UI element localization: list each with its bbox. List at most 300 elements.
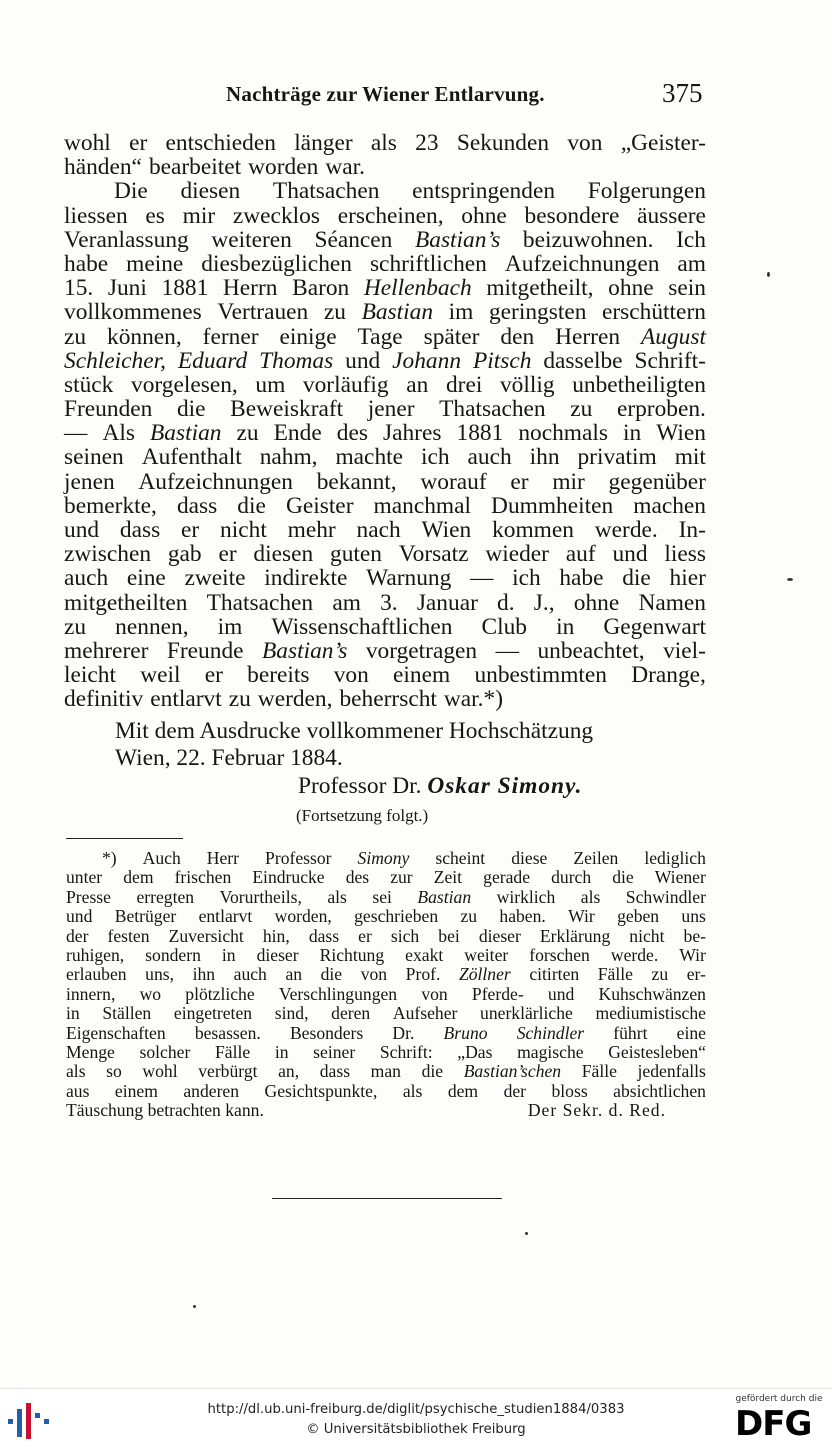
end-rule	[272, 1198, 502, 1199]
word: werde.	[594, 517, 658, 543]
word: schriftlichen	[369, 250, 487, 277]
word: jener	[367, 396, 415, 423]
word: dieser	[256, 944, 299, 965]
word: zur	[390, 867, 413, 888]
word: —	[64, 420, 88, 447]
word: sei	[372, 886, 392, 907]
word: die	[612, 867, 634, 888]
word: habe	[559, 565, 604, 592]
word: entschieden	[165, 130, 276, 156]
word: 15.	[64, 275, 94, 302]
word: seinen	[64, 444, 124, 471]
word: zu	[236, 420, 259, 447]
text-line	[64, 542, 706, 566]
word: zu	[323, 299, 346, 326]
word: 23	[415, 130, 439, 156]
funder-block[interactable]	[733, 1394, 825, 1444]
word: erlauben	[66, 964, 127, 985]
word: geben	[617, 906, 660, 927]
footnote-line	[66, 1082, 706, 1101]
footnote-line	[66, 907, 706, 926]
word: vorläufig	[302, 371, 389, 398]
word: bekannt,	[316, 468, 397, 495]
word: entspringenden	[412, 178, 556, 205]
word: er	[204, 662, 223, 689]
word: an	[406, 371, 429, 398]
word: wohl	[142, 1061, 178, 1082]
word: ferner	[202, 323, 259, 350]
continuation-note: (Fortsetzung folgt.)	[296, 806, 429, 825]
word: jenen	[64, 468, 115, 495]
word: bei	[438, 925, 460, 946]
text-line	[64, 591, 706, 615]
word: Thatsachen	[206, 589, 314, 616]
word: Veranlassung	[64, 226, 189, 253]
word: habe	[64, 250, 109, 277]
viewer-footer	[0, 1388, 832, 1447]
word: Aufseher	[392, 1003, 458, 1024]
text-line	[64, 566, 706, 590]
word: mit	[674, 444, 706, 471]
word: anderen	[183, 1080, 240, 1101]
word: ohne	[608, 275, 654, 302]
footnote-line	[66, 1004, 706, 1023]
word: Richtung	[319, 944, 385, 965]
word: Ende	[273, 420, 322, 447]
word: zwecklos	[232, 202, 320, 229]
word: Vertrauen	[217, 299, 309, 326]
word: von	[360, 964, 388, 985]
word: sind,	[274, 1003, 309, 1024]
word: solcher	[139, 1041, 191, 1062]
word: Namen	[638, 589, 706, 616]
word: später	[423, 323, 480, 350]
word: Vorurtheils,	[219, 886, 302, 907]
word: August	[640, 323, 706, 350]
word: und	[547, 983, 575, 1004]
text-line	[64, 131, 706, 155]
word: es	[145, 202, 165, 229]
footnote	[66, 849, 706, 1120]
word: Schleicher,	[64, 347, 166, 374]
word: hier	[669, 565, 706, 592]
word: seiner	[313, 1041, 356, 1062]
word: Bastian	[417, 886, 472, 907]
word: werde.	[610, 944, 659, 965]
word: als	[370, 130, 397, 156]
word: bearbeitet	[148, 154, 242, 181]
word: Fälle	[597, 964, 633, 985]
word: diesen	[180, 178, 241, 205]
word: Dr.	[392, 1022, 415, 1043]
word: in	[66, 1003, 80, 1024]
word: eine	[676, 1022, 706, 1043]
word: von	[567, 130, 603, 156]
word: und	[612, 541, 648, 568]
word: entlarvt	[150, 686, 222, 713]
word: lediglich	[644, 848, 706, 868]
word: guten	[330, 541, 382, 568]
word: In-	[678, 517, 706, 543]
word: um	[255, 371, 286, 398]
signature	[298, 773, 582, 800]
body-paragraphs	[64, 131, 706, 712]
word: können,	[107, 323, 182, 350]
word: man	[370, 1061, 401, 1082]
word: be-	[683, 925, 706, 946]
word: definitiv	[64, 686, 144, 713]
word: nach	[356, 517, 401, 543]
text-line	[64, 639, 706, 663]
word: leicht	[64, 662, 116, 689]
word: plötzliche	[185, 983, 255, 1004]
word: Erklärung	[539, 925, 611, 946]
word: Simony	[357, 848, 410, 868]
footnote-closing-text: Täuschung betrachten kann.	[66, 1100, 264, 1121]
word: zwischen	[64, 541, 152, 568]
word: J.,	[533, 589, 555, 616]
word: Vorsatz	[398, 541, 469, 568]
word: Geistesleben“	[608, 1041, 706, 1062]
word: Aufzeichnungen	[504, 250, 660, 277]
word: ich	[512, 565, 541, 592]
word: und	[345, 347, 381, 374]
word: Hellenbach	[363, 275, 472, 302]
word: dass	[119, 517, 161, 543]
word: zu	[64, 613, 87, 640]
word: die	[421, 1061, 444, 1082]
footnote-line	[66, 868, 706, 887]
permalink-url[interactable]: http://dl.ub.uni-freiburg.de/diglit/psychische_studien1884/0383	[207, 1402, 625, 1417]
word: als	[580, 886, 601, 907]
word: Pferde-	[471, 983, 524, 1004]
word: innern,	[66, 983, 116, 1004]
word: Schrift:	[379, 1041, 433, 1062]
word: worauf	[420, 468, 487, 495]
word: beizuwohnen.	[522, 226, 654, 253]
word: er	[181, 517, 200, 543]
word: Fälle	[214, 1041, 251, 1062]
word: diese	[511, 848, 548, 868]
word: geringsten	[488, 299, 587, 326]
footnote-line	[66, 1024, 706, 1043]
word: liess	[664, 541, 706, 568]
word: Sekunden	[456, 130, 550, 156]
word: erregten	[136, 886, 195, 907]
word: forschen	[529, 944, 590, 965]
scan-speck	[525, 1232, 528, 1235]
word: Kuhschwänzen	[598, 983, 706, 1004]
word: Ställen	[102, 1003, 152, 1024]
text-line	[64, 373, 706, 397]
word: eine	[126, 565, 166, 592]
word: und	[64, 517, 100, 543]
word: weiteren	[211, 226, 292, 253]
word: von	[421, 983, 448, 1004]
signature-prefix: Professor Dr.	[298, 773, 422, 799]
word: weiter	[464, 944, 509, 965]
word: geschrieben	[354, 906, 439, 927]
word: 1881	[456, 420, 504, 447]
word: Wir	[679, 944, 706, 965]
word: im	[217, 613, 243, 640]
word: frischen	[174, 867, 232, 888]
word: Freunde	[166, 637, 244, 664]
word: Prof.	[405, 964, 441, 985]
word: Thatsachen	[272, 178, 380, 205]
word: absichtlichen	[613, 1080, 706, 1101]
word: machte	[335, 444, 404, 471]
word: aus	[66, 1080, 90, 1101]
word: Zöllner	[458, 964, 511, 985]
word: unbeachtet,	[537, 637, 645, 664]
footnote-line	[66, 965, 706, 984]
word: gab	[167, 541, 202, 568]
word: Wien	[421, 517, 472, 543]
word: führt	[613, 1022, 648, 1043]
text-line	[64, 445, 706, 469]
word: Warnung	[366, 565, 452, 592]
word: Auch	[142, 848, 181, 868]
word: Zuversicht	[168, 925, 244, 946]
word: war.	[325, 154, 365, 181]
word: jedenfalls	[637, 1061, 706, 1082]
word: besondere	[524, 202, 620, 229]
word: Wissenschaftlichen	[271, 613, 453, 640]
word: Presse	[66, 886, 111, 907]
word: im	[448, 299, 474, 326]
word: vorgelesen,	[131, 371, 238, 398]
word: dass	[319, 1061, 351, 1082]
word: scheint	[435, 848, 486, 868]
word: uns,	[145, 964, 174, 985]
dfg-logo: DFG	[735, 1404, 812, 1444]
word: des	[345, 867, 370, 888]
word: viel-	[663, 637, 706, 664]
word: citirten	[529, 964, 580, 985]
word: auf	[565, 541, 596, 568]
word: an,	[278, 1061, 300, 1082]
word: dem	[447, 1080, 479, 1101]
word: nahm,	[259, 444, 318, 471]
word: gerade	[483, 867, 531, 888]
word: wirklich	[496, 886, 556, 907]
word: wohl	[64, 130, 111, 156]
word: Herren	[555, 323, 621, 350]
word: händen“	[64, 154, 142, 181]
text-line	[64, 300, 706, 324]
word: vollkommenes	[64, 299, 202, 326]
text-line	[64, 687, 706, 711]
word: wieder	[485, 541, 549, 568]
word: uns	[681, 906, 706, 927]
word: sondern	[145, 944, 201, 965]
word: zu	[570, 396, 593, 423]
word: Eindrucke	[252, 867, 325, 888]
word: durch	[551, 867, 592, 888]
word: dem	[123, 867, 154, 888]
word: Wiener	[654, 867, 706, 888]
word: die	[176, 396, 206, 423]
word: „Geister-	[620, 130, 706, 156]
word: deren	[331, 1003, 371, 1024]
word: an	[285, 964, 303, 985]
word: Club	[481, 613, 527, 640]
word: Januar	[416, 589, 478, 616]
word: des	[336, 420, 368, 447]
word: Bastian’s	[262, 637, 348, 664]
word: die	[320, 964, 343, 985]
word: unerklärliche	[480, 1003, 573, 1024]
scan-speck	[787, 578, 793, 581]
word: liessen	[64, 202, 128, 229]
word: Bastian	[361, 299, 434, 326]
word: magische	[517, 1041, 584, 1062]
word: Gesichtspunkte,	[264, 1080, 378, 1101]
footnote-signoff: Der Sekr. d. Red.	[527, 1100, 666, 1121]
word: zweite	[184, 565, 246, 592]
word: Johann	[392, 347, 462, 374]
word: bereits	[247, 662, 310, 689]
word: dieser	[478, 925, 521, 946]
word: länger	[294, 130, 353, 156]
word: von	[333, 662, 369, 689]
word: Zeit	[433, 867, 463, 888]
text-line	[64, 421, 706, 445]
text-line	[64, 276, 706, 300]
word: den	[500, 323, 535, 350]
funder-caption: gefördert durch die	[735, 1394, 823, 1404]
word: Herr	[206, 848, 240, 868]
text-line	[64, 397, 706, 421]
word: Aufenthalt	[141, 444, 242, 471]
word: Drange,	[631, 662, 706, 689]
word: haben.	[499, 906, 546, 927]
word: mir	[552, 468, 585, 495]
word: Folgerungen	[587, 178, 706, 205]
word: so	[106, 1061, 122, 1082]
word: völlig	[499, 371, 555, 398]
word: Schindler	[516, 1022, 585, 1043]
word: nicht	[220, 517, 267, 543]
word: zu	[460, 906, 478, 927]
word: meine	[126, 250, 184, 277]
word: Zeilen	[573, 848, 619, 868]
word: zu	[228, 686, 251, 713]
word: *)	[102, 848, 117, 868]
word: drei	[445, 371, 483, 398]
word: dass	[308, 925, 340, 946]
page-number: 375	[662, 78, 703, 108]
word: d.	[497, 589, 515, 616]
word: dass	[176, 492, 218, 519]
word: in	[556, 613, 575, 640]
word: unter	[66, 867, 103, 888]
word: Als	[102, 420, 135, 447]
word: entlarvt	[198, 906, 253, 927]
word: einem	[114, 1080, 158, 1101]
word: mehr	[287, 517, 336, 543]
word: Bruno	[443, 1022, 488, 1043]
text-line	[64, 155, 706, 179]
word: erschüttern	[602, 299, 706, 326]
word: —	[495, 637, 519, 664]
word: er	[129, 130, 148, 156]
footnote-rule	[66, 838, 183, 839]
word: einem	[393, 662, 451, 689]
word: diesbezüglichen	[201, 250, 352, 277]
word: 3.	[380, 589, 398, 616]
word: in	[221, 944, 236, 965]
word: Schwindler	[625, 886, 706, 907]
word: er-	[686, 964, 706, 985]
word: Die	[114, 178, 148, 205]
word: Eigenschaften	[66, 1022, 166, 1043]
word: hin,	[262, 925, 290, 946]
word: er	[358, 925, 372, 946]
word: auch	[64, 565, 109, 592]
word: stück	[64, 371, 114, 398]
signature-name: Oskar Simony.	[427, 773, 583, 799]
word: diesen	[253, 541, 314, 568]
word: ich	[420, 444, 450, 471]
word: indirekte	[264, 565, 348, 592]
word: Professor	[265, 848, 332, 868]
word: in	[274, 1041, 289, 1062]
word: Ich	[676, 226, 706, 253]
copyright-notice: © Universitätsbibliothek Freiburg	[306, 1422, 526, 1437]
scan-speck	[767, 272, 770, 277]
word: Herrn	[222, 275, 278, 302]
word: Wien	[656, 420, 706, 447]
text-line	[64, 325, 706, 349]
word: Beweiskraft	[230, 396, 344, 423]
word: exakt	[405, 944, 444, 965]
word: worden,	[274, 906, 332, 927]
footnote-line	[66, 1062, 706, 1081]
word: machen	[633, 492, 706, 519]
word: als	[327, 886, 347, 907]
word: Fälle	[581, 1061, 617, 1082]
word: Eduard	[177, 347, 248, 374]
word: „Das	[457, 1041, 493, 1062]
running-title: Nachträge zur Wiener Entlarvung.	[226, 82, 545, 106]
word: auch	[467, 444, 512, 471]
word: unbetheiligten	[572, 371, 706, 398]
scan-speck	[193, 1305, 196, 1308]
word: privatim	[577, 444, 657, 471]
footnote-line	[66, 888, 706, 907]
footnote-line	[66, 946, 706, 965]
closing-formula: Mit dem Ausdrucke vollkommener Hochschätzung	[115, 718, 594, 744]
word: war.*)	[443, 686, 504, 713]
word: und	[66, 906, 93, 927]
word: Besonders	[289, 1022, 364, 1043]
word: Freunden	[64, 396, 153, 423]
word: er	[510, 468, 529, 495]
word: mehrerer	[64, 637, 149, 664]
word: nennen,	[115, 613, 189, 640]
word: Schrift-	[634, 347, 706, 374]
word: Jahres	[382, 420, 442, 447]
footnote-last-line	[66, 1101, 706, 1120]
word: Betrüger	[114, 906, 177, 927]
word: worden	[248, 154, 319, 181]
word: als	[66, 1061, 86, 1082]
place-date: Wien, 22. Februar 1884.	[115, 745, 343, 771]
word: am	[332, 589, 361, 616]
word: ihn	[529, 444, 560, 471]
